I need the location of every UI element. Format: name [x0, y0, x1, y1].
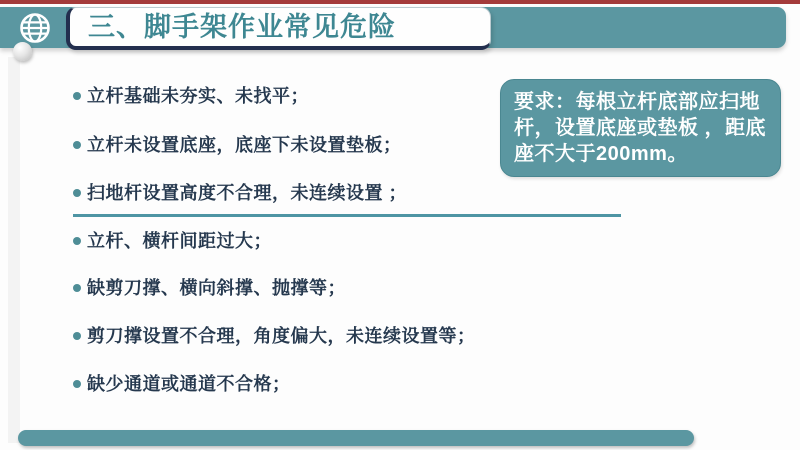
- callout-line: 杆，设置底座或垫板 ，距底: [514, 117, 767, 139]
- hazard-item: [73, 372, 291, 396]
- footer-bar: [18, 430, 694, 446]
- top-accent-line: [0, 0, 800, 4]
- hazard-item: [73, 133, 402, 157]
- callout-line: 要求：每根立杆底部应扫地: [514, 91, 760, 113]
- page-title: 三、脚手架作业常见危险: [88, 12, 396, 42]
- requirement-callout: [500, 79, 781, 177]
- hazard-text: 缺剪刀撑、横向斜撑、抛撑等；: [87, 278, 346, 298]
- globe-icon: [17, 10, 53, 46]
- bullet-dot-icon: [73, 332, 81, 340]
- hazard-item: [73, 229, 272, 253]
- hazard-item: [73, 84, 309, 108]
- bullet-dot-icon: [73, 141, 81, 149]
- hazard-item: [73, 324, 476, 348]
- hazard-text: 立杆、横杆间距过大；: [87, 231, 272, 251]
- bullet-dot-icon: [73, 284, 81, 292]
- bullet-dot-icon: [73, 237, 81, 245]
- section-divider: [73, 214, 621, 217]
- left-margin-strip: [8, 57, 20, 443]
- hazard-item: [73, 181, 407, 205]
- hazard-item: [73, 276, 346, 300]
- bullet-dot-icon: [73, 380, 81, 388]
- callout-line: 座不大于200mm。: [514, 143, 688, 165]
- hazard-text: 缺少通道或通道不合格；: [87, 374, 291, 394]
- hazard-text: 扫地杆设置高度不合理，未连续设置 ；: [87, 183, 407, 203]
- title-box: [66, 7, 491, 50]
- hazard-text: 立杆基础未夯实、未找平；: [87, 86, 309, 106]
- hazard-text: 剪刀撑设置不合理，角度偏大，未连续设置等；: [87, 326, 476, 346]
- bullet-dot-icon: [73, 189, 81, 197]
- sphere-decoration: [13, 42, 32, 61]
- bullet-dot-icon: [73, 92, 81, 100]
- hazard-text: 立杆未设置底座，底座下未设置垫板；: [87, 135, 402, 155]
